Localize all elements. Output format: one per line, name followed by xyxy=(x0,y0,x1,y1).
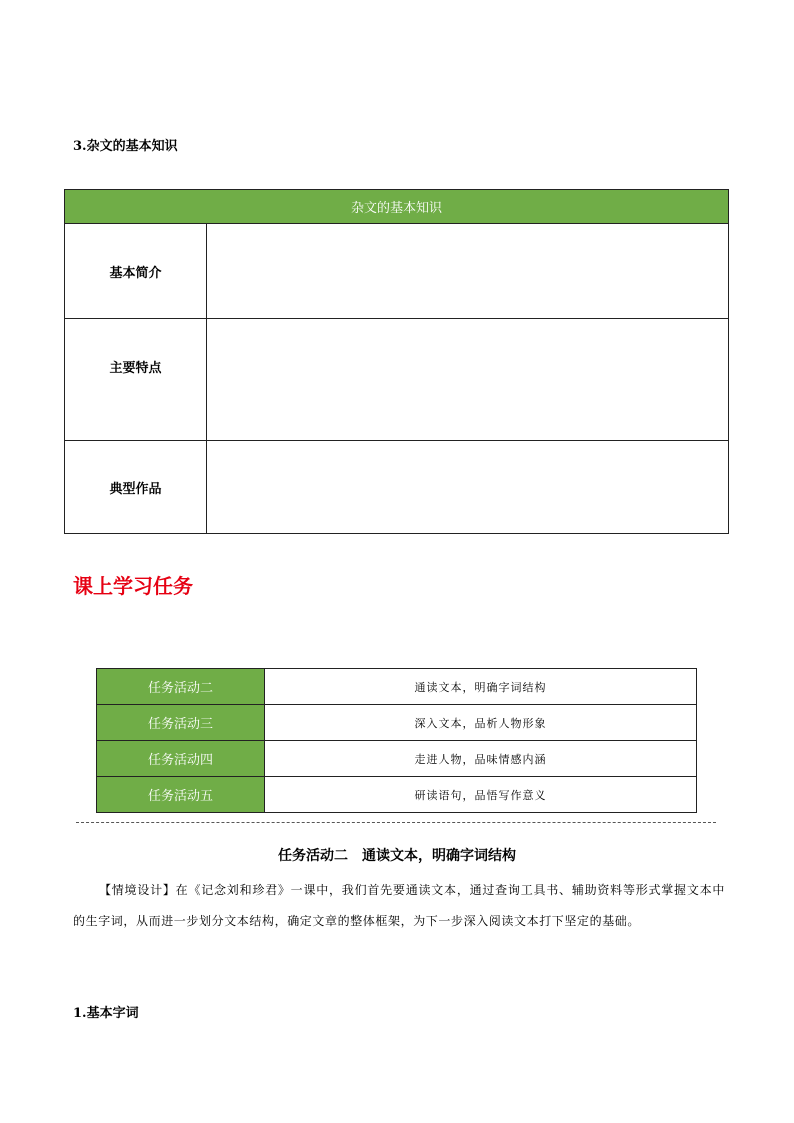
task-name: 任务活动二 xyxy=(97,669,265,705)
table-row xyxy=(65,319,729,441)
task-description: 走进人物，品味情感内涵 xyxy=(265,741,697,777)
task-row xyxy=(97,705,697,741)
task-description: 通读文本，明确字词结构 xyxy=(265,669,697,705)
row-label: 典型作品 xyxy=(65,441,207,534)
section-heading-1: 1.基本字词 xyxy=(73,1006,139,1021)
row-content-cell[interactable] xyxy=(207,319,729,441)
row-content-cell[interactable] xyxy=(207,224,729,319)
scenario-paragraph: 【情境设计】在《记念刘和珍君》一课中，我们首先要通读文本，通过查询工具书、辅助资料等形式掌握文本中的生字词，从而进一步划分文本结构，确定文章的整体框架，为下一步深入阅读文本打下坚定的基础。 xyxy=(73,883,725,928)
task-name: 任务活动五 xyxy=(97,777,265,813)
section-banner: 课上学习任务 xyxy=(73,574,193,598)
dashed-divider xyxy=(76,822,716,823)
table-row xyxy=(65,441,729,534)
task-description: 深入文本，品析人物形象 xyxy=(265,705,697,741)
task-description: 研读语句，品悟写作意义 xyxy=(265,777,697,813)
row-label: 基本简介 xyxy=(65,224,207,319)
task-name: 任务活动三 xyxy=(97,705,265,741)
task-row xyxy=(97,777,697,813)
row-content-cell[interactable] xyxy=(207,441,729,534)
task-row xyxy=(97,669,697,705)
knowledge-table xyxy=(64,189,729,534)
table-row xyxy=(65,224,729,319)
activity-title: 任务活动二 通读文本，明确字词结构 xyxy=(278,848,516,864)
row-label: 主要特点 xyxy=(65,319,207,441)
task-table xyxy=(96,668,697,813)
section-heading-3: 3.杂文的基本知识 xyxy=(73,139,178,154)
task-name: 任务活动四 xyxy=(97,741,265,777)
knowledge-table-header: 杂文的基本知识 xyxy=(65,190,729,224)
task-row xyxy=(97,741,697,777)
